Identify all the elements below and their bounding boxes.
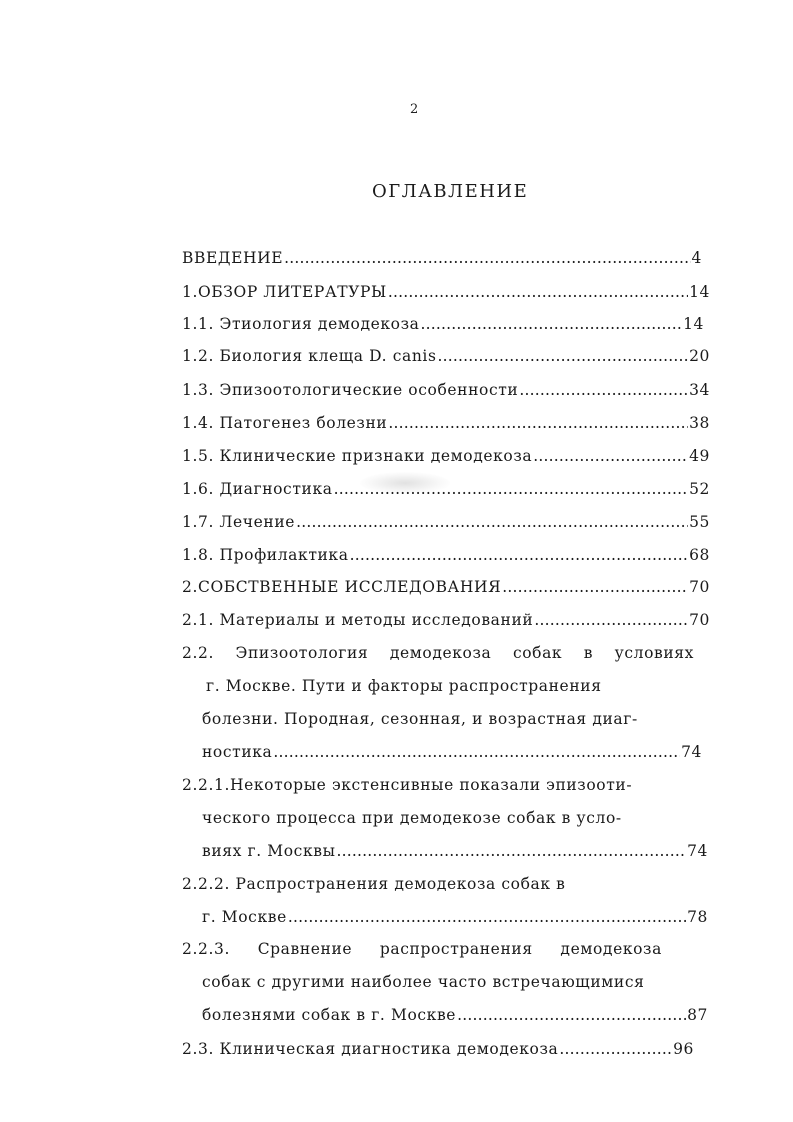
toc-entry-page: 70 <box>689 611 710 629</box>
toc-leader-dots <box>288 908 686 926</box>
toc-entry-page: 74 <box>687 842 708 860</box>
toc-leader-dots <box>296 513 688 531</box>
toc-word: собак <box>512 644 563 662</box>
toc-entry-1-1[interactable] <box>182 315 704 333</box>
toc-leader-dots <box>502 578 688 596</box>
toc-entry-line: 2.2.1.Некоторые экстенсивные показали эпизооти- <box>182 776 633 794</box>
toc-word: Эпизоотология <box>235 644 369 662</box>
toc-leader-dots <box>284 249 690 267</box>
toc-entry-text: 2.3. Клиническая диагностика демодекоза <box>182 1040 559 1058</box>
toc-leader-dots <box>519 381 688 399</box>
toc-entry-introduction[interactable] <box>182 249 702 267</box>
toc-entry-2-1[interactable] <box>182 611 710 629</box>
toc-entry-page: 96 <box>673 1040 694 1058</box>
toc-word: условиях <box>614 644 694 662</box>
toc-entry-line <box>182 644 694 662</box>
toc-entry-page: 70 <box>689 578 710 596</box>
toc-entry-page: 14 <box>689 283 710 301</box>
toc-leader-dots <box>337 842 687 860</box>
toc-entry-1-4[interactable] <box>182 414 710 432</box>
toc-word: демодекоза <box>560 940 662 958</box>
toc-entry-text: 1.5. Клинические признаки демодекоза <box>182 447 533 465</box>
toc-entry-2-3[interactable] <box>182 1040 694 1058</box>
toc-entry-1-5[interactable] <box>182 447 710 465</box>
page-number: 2 <box>410 102 419 117</box>
toc-entry-page: 38 <box>689 414 710 432</box>
toc-entry-page: 4 <box>691 249 702 267</box>
toc-entry-page: 87 <box>687 1006 708 1024</box>
toc-leader-dots <box>334 480 688 498</box>
toc-entry-text: 2.1. Материалы и методы исследований <box>182 611 534 629</box>
toc-entry-1-7[interactable] <box>182 513 710 531</box>
toc-entry-text: болезнями собак в г. Москве <box>202 1006 457 1024</box>
toc-entry-1-6[interactable] <box>182 480 710 498</box>
toc-leader-dots <box>438 347 689 365</box>
toc-entry-last-line <box>202 842 708 860</box>
toc-entry-text: г. Москве <box>202 908 287 926</box>
toc-entry-page: 74 <box>681 743 702 761</box>
toc-entry-text: 1.8. Профилактика <box>182 546 349 564</box>
toc-entry-line: болезни. Породная, сезонная, и возрастная диаг- <box>202 710 638 728</box>
toc-entry-text: ВВЕДЕНИЕ <box>182 249 284 267</box>
toc-entry-line: ческого процесса при демодекозе собак в усло- <box>202 809 622 827</box>
toc-entry-page: 49 <box>689 447 710 465</box>
toc-leader-dots <box>533 447 688 465</box>
toc-entry-line: г. Москве. Пути и факторы распространения <box>206 677 602 695</box>
toc-entry-page: 20 <box>689 347 710 365</box>
toc-entry-last-line <box>202 908 708 926</box>
toc-leader-dots <box>273 743 680 761</box>
toc-entry-text: 1.2. Биология клеща D. canis <box>182 347 437 365</box>
toc-entry-text: 1.1. Этиология демодекоза <box>182 315 420 333</box>
toc-leader-dots <box>559 1040 672 1058</box>
toc-leader-dots <box>388 283 688 301</box>
toc-entry-1-8[interactable] <box>182 546 710 564</box>
toc-entry-text: виях г. Москвы <box>202 842 336 860</box>
toc-entry-page: 34 <box>689 381 710 399</box>
toc-entry-page: 14 <box>683 315 704 333</box>
toc-entry-page: 78 <box>687 908 708 926</box>
toc-entry-literature-review[interactable] <box>182 283 710 301</box>
toc-entry-text: 2.СОБСТВЕННЫЕ ИССЛЕДОВАНИЯ <box>182 578 502 596</box>
toc-leader-dots <box>420 315 682 333</box>
toc-entry-page: 55 <box>689 513 710 531</box>
toc-leader-dots <box>534 611 688 629</box>
toc-entry-line: собак с другими наиболее часто встречающимися <box>202 973 645 991</box>
toc-entry-last-line <box>202 743 702 761</box>
toc-leader-dots <box>457 1006 686 1024</box>
toc-title: ОГЛАВЛЕНИЕ <box>372 181 529 202</box>
toc-entry-text: 1.3. Эпизоотологические особенности <box>182 381 519 399</box>
toc-leader-dots <box>388 414 688 432</box>
toc-entry-1-3[interactable] <box>182 381 710 399</box>
toc-word: Сравнение <box>257 940 353 958</box>
toc-entry-text: 1.ОБЗОР ЛИТЕРАТУРЫ <box>182 283 387 301</box>
toc-entry-1-2[interactable] <box>182 347 710 365</box>
toc-entry-own-research[interactable] <box>182 578 710 596</box>
toc-word: в <box>583 644 594 662</box>
toc-word: 2.2. <box>182 644 214 662</box>
toc-word: распространения <box>379 940 533 958</box>
toc-entry-line: 2.2.2. Распространения демодекоза собак в <box>182 875 566 893</box>
toc-entry-line <box>182 940 662 958</box>
toc-entry-page: 68 <box>689 546 710 564</box>
toc-word: демодекоза <box>389 644 492 662</box>
toc-entry-page: 52 <box>689 480 710 498</box>
toc-entry-text: ностика <box>202 743 273 761</box>
toc-entry-text: 1.4. Патогенез болезни <box>182 414 388 432</box>
toc-leader-dots <box>350 546 689 564</box>
toc-entry-last-line <box>202 1006 708 1024</box>
toc-entry-text: 1.6. Диагностика <box>182 480 333 498</box>
toc-word: 2.2.3. <box>182 940 230 958</box>
toc-entry-text: 1.7. Лечение <box>182 513 296 531</box>
